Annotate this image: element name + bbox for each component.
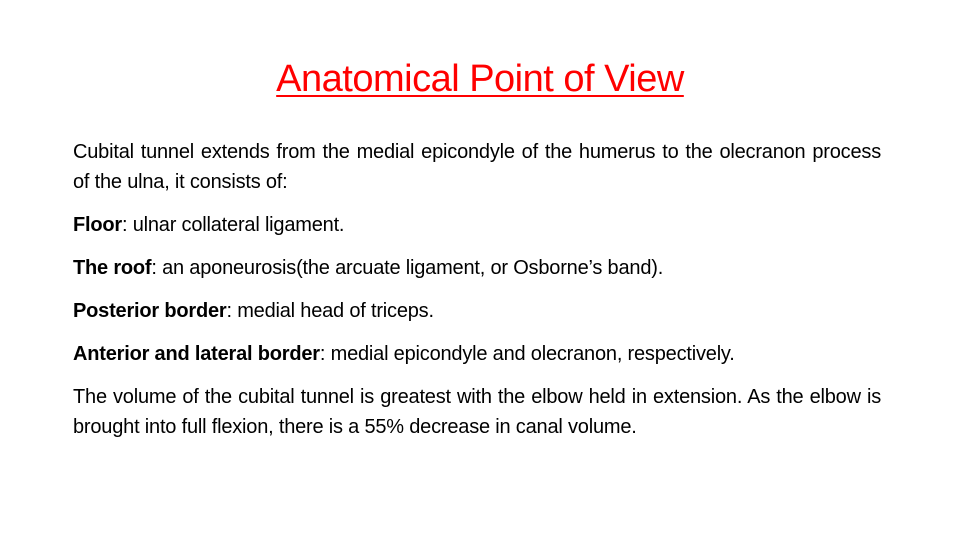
roof-description: : an aponeurosis(the arcuate ligament, or Osborne’s band). xyxy=(151,257,664,279)
roof-term: The roof xyxy=(73,257,152,279)
floor-description: : ulnar collateral ligament. xyxy=(122,214,345,236)
anterior-lateral-border-term: Anterior and lateral border xyxy=(73,343,320,365)
anterior-lateral-border-description: : medial epicondyle and olecranon, respectively. xyxy=(319,343,735,365)
intro-paragraph: Cubital tunnel extends from the medial epicondyle of the humerus to the olecranon process of the ulna, it consists of: xyxy=(73,141,881,193)
posterior-border-term: Posterior border xyxy=(73,300,227,322)
slide-body xyxy=(73,137,881,455)
anterior-lateral-border-item xyxy=(73,339,881,369)
posterior-border-item xyxy=(73,296,881,326)
floor-term: Floor xyxy=(73,214,122,236)
slide-title: Anatomical Point of View xyxy=(276,58,684,100)
roof-item xyxy=(73,253,881,283)
closing-paragraph: The volume of the cubital tunnel is greatest with the elbow held in extension. As the elbow is brought into full flexion, there is a 55% decrease in canal volume. xyxy=(73,386,881,438)
posterior-border-description: : medial head of triceps. xyxy=(226,300,434,322)
floor-item xyxy=(73,210,881,240)
